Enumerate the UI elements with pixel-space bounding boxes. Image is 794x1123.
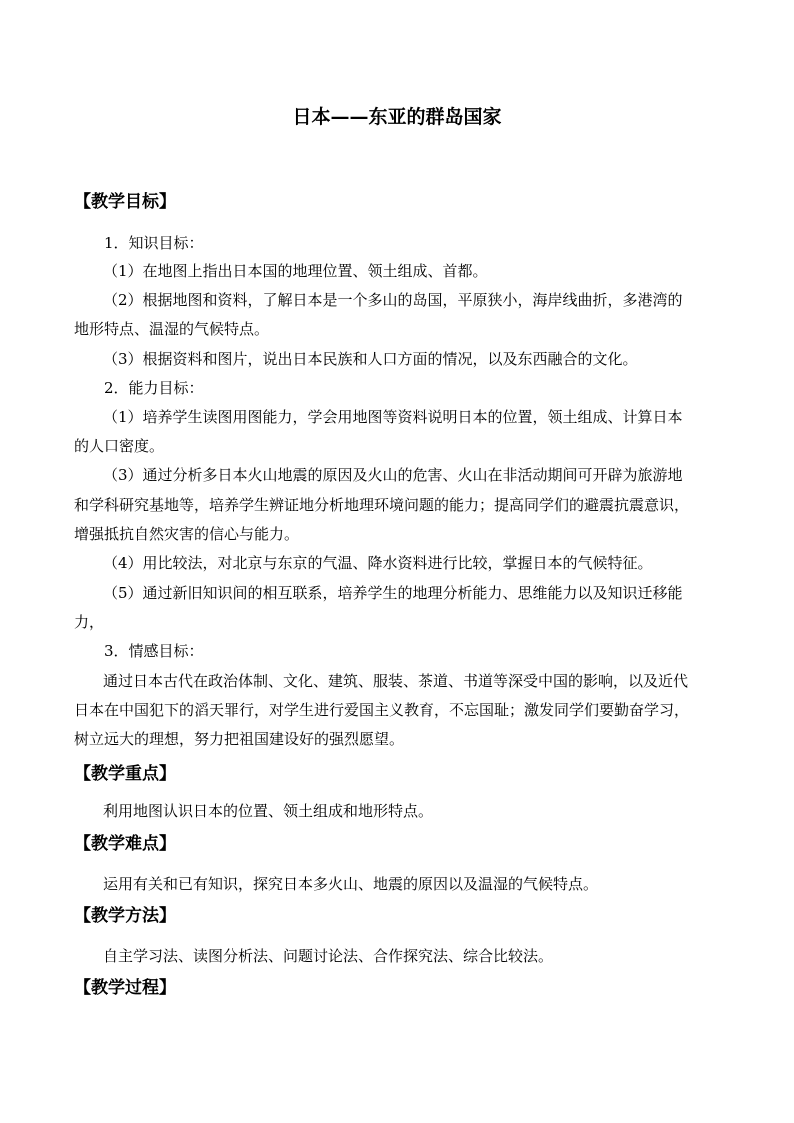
ability-objective-1-line1: （1）培养学生读图用图能力，学会用地图等资料说明日本的位置，领土组成、计算日本 bbox=[103, 408, 683, 426]
heading-difficulties: 【教学难点】 bbox=[74, 834, 176, 854]
difficulties-text: 运用有关和已有知识，探究日本多火山、地震的原因以及温湿的气候特点。 bbox=[103, 875, 599, 893]
ability-objective-5-line1: （5）通过新旧知识间的相互联系，培养学生的地理分析能力、思维能力以及知识迁移能 bbox=[103, 584, 683, 602]
knowledge-objectives-label: 1．知识目标： bbox=[104, 234, 204, 252]
ability-objective-5-line2: 力， bbox=[74, 613, 105, 631]
ability-objectives-label: 2．能力目标： bbox=[104, 379, 204, 397]
ability-objective-3-line2: 和学科研究基地等，培养学生辨证地分析地理环境问题的能力；提高同学们的避震抗震意识， bbox=[74, 496, 690, 514]
ability-objective-1-line2: 的人口密度。 bbox=[74, 437, 165, 455]
ability-objective-3-line1: （3）通过分析多日本火山地震的原因及火山的危害、火山在非活动期间可开辟为旅游地 bbox=[103, 466, 683, 484]
emotion-objectives-label: 3．情感目标： bbox=[104, 642, 204, 660]
emotion-objective-line2: 日本在中国犯下的滔天罪行，对学生进行爱国主义教育，不忘国耻；激发同学们要勤奋学习， bbox=[74, 701, 690, 719]
ability-objective-3-line3: 增强抵抗自然灾害的信心与能力。 bbox=[74, 525, 300, 543]
heading-teaching-objectives: 【教学目标】 bbox=[74, 192, 176, 212]
heading-key-points: 【教学重点】 bbox=[74, 764, 176, 784]
emotion-objective-line1: 通过日本古代在政治体制、文化、建筑、服装、茶道、书道等深受中国的影响，以及近代 bbox=[103, 672, 689, 690]
ability-objective-4: （4）用比较法，对北京与东京的气温、降水资料进行比较，掌握日本的气候特征。 bbox=[103, 554, 653, 572]
key-points-text: 利用地图认识日本的位置、领土组成和地形特点。 bbox=[103, 802, 434, 820]
document-title: 日本——东亚的群岛国家 bbox=[292, 106, 502, 128]
knowledge-objective-2-line2: 地形特点、温湿的气候特点。 bbox=[74, 320, 270, 338]
heading-teaching-process: 【教学过程】 bbox=[74, 978, 176, 998]
knowledge-objective-2-line1: （2）根据地图和资料，了解日本是一个多山的岛国，平原狭小，海岸线曲折，多港湾的 bbox=[103, 291, 683, 309]
emotion-objective-line3: 树立远大的理想，努力把祖国建设好的强烈愿望。 bbox=[74, 730, 405, 748]
heading-teaching-methods: 【教学方法】 bbox=[74, 906, 176, 926]
knowledge-objective-3: （3）根据资料和图片，说出日本民族和人口方面的情况，以及东西融合的文化。 bbox=[103, 350, 638, 368]
teaching-methods-text: 自主学习法、读图分析法、问题讨论法、合作探究法、综合比较法。 bbox=[103, 947, 554, 965]
knowledge-objective-1: （1）在地图上指出日本国的地理位置、领土组成、首都。 bbox=[103, 262, 488, 280]
